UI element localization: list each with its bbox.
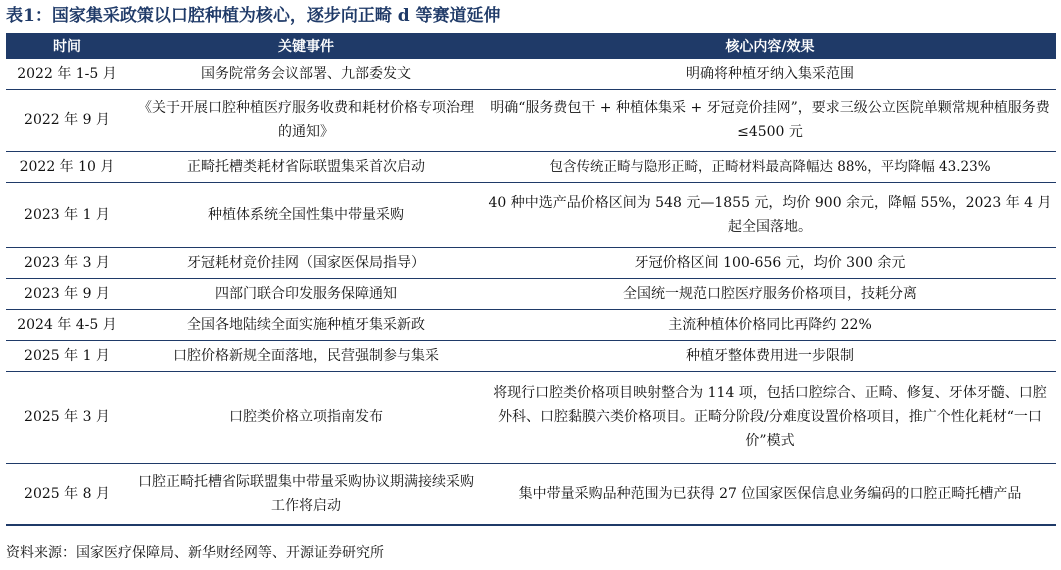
cell-event: 种植体系统全国性集中带量采购 (128, 182, 484, 247)
cell-event: 国务院常务会议部署、九部委发文 (128, 59, 484, 89)
table-row (6, 247, 1056, 278)
cell-content: 40 种中选产品价格区间为 548 元—1855 元，均价 900 余元，降幅 55%，2023 年 4 月起全国落地。 (484, 182, 1056, 247)
table-row (6, 278, 1056, 309)
cell-time: 2023 年 3 月 (6, 247, 128, 278)
cell-content: 主流种植体价格同比再降约 22% (484, 309, 1056, 340)
table-title: 表1：国家集采政策以口腔种植为核心，逐步向正畸 d 等赛道延伸 (6, 6, 501, 26)
cell-content: 将现行口腔类价格项目映射整合为 114 项，包括口腔综合、正畸、修复、牙体牙髓、口腔外科、口腔黏膜六类价格项目。正畸分阶段/分难度设置价格项目，推广个性化耗材“一口价”模式 (484, 371, 1056, 463)
cell-time: 2025 年 8 月 (6, 463, 128, 525)
cell-time: 2024 年 4-5 月 (6, 309, 128, 340)
cell-time: 2022 年 1-5 月 (6, 59, 128, 89)
table-row (6, 309, 1056, 340)
cell-event: 正畸托槽类耗材省际联盟集采首次启动 (128, 151, 484, 182)
cell-event: 全国各地陆续全面实施种植牙集采新政 (128, 309, 484, 340)
cell-content: 全国统一规范口腔医疗服务价格项目，技耗分离 (484, 278, 1056, 309)
cell-event: 口腔类价格立项指南发布 (128, 371, 484, 463)
policy-table (6, 33, 1056, 526)
source-note: 资料来源：国家医疗保障局、新华财经网等、开源证券研究所 (6, 545, 384, 561)
table-row (6, 463, 1056, 525)
table-row (6, 340, 1056, 371)
cell-event: 《关于开展口腔种植医疗服务收费和耗材价格专项治理的通知》 (128, 89, 484, 151)
cell-time: 2022 年 10 月 (6, 151, 128, 182)
cell-time: 2023 年 1 月 (6, 182, 128, 247)
cell-content: 明确将种植牙纳入集采范围 (484, 59, 1056, 89)
cell-time: 2025 年 1 月 (6, 340, 128, 371)
cell-content: 牙冠价格区间 100-656 元，均价 300 余元 (484, 247, 1056, 278)
cell-content: 集中带量采购品种范围为已获得 27 位国家医保信息业务编码的口腔正畸托槽产品 (484, 463, 1056, 525)
table-header-row (6, 33, 1056, 59)
table-row (6, 151, 1056, 182)
table-row (6, 59, 1056, 89)
cell-time: 2022 年 9 月 (6, 89, 128, 151)
cell-event: 四部门联合印发服务保障通知 (128, 278, 484, 309)
table-row (6, 182, 1056, 247)
cell-content: 包含传统正畸与隐形正畸，正畸材料最高降幅达 88%，平均降幅 43.23% (484, 151, 1056, 182)
header-event: 关键事件 (128, 33, 484, 59)
cell-content: 种植牙整体费用进一步限制 (484, 340, 1056, 371)
cell-content: 明确“服务费包干 + 种植体集采 + 牙冠竞价挂网”，要求三级公立医院单颗常规种植服务费≤4500 元 (484, 89, 1056, 151)
header-content: 核心内容/效果 (484, 33, 1056, 59)
table-row (6, 371, 1056, 463)
cell-time: 2023 年 9 月 (6, 278, 128, 309)
table-row (6, 89, 1056, 151)
cell-time: 2025 年 3 月 (6, 371, 128, 463)
header-time: 时间 (6, 33, 128, 59)
cell-event: 牙冠耗材竞价挂网（国家医保局指导） (128, 247, 484, 278)
cell-event: 口腔价格新规全面落地，民营强制参与集采 (128, 340, 484, 371)
cell-event: 口腔正畸托槽省际联盟集中带量采购协议期满接续采购工作将启动 (128, 463, 484, 525)
